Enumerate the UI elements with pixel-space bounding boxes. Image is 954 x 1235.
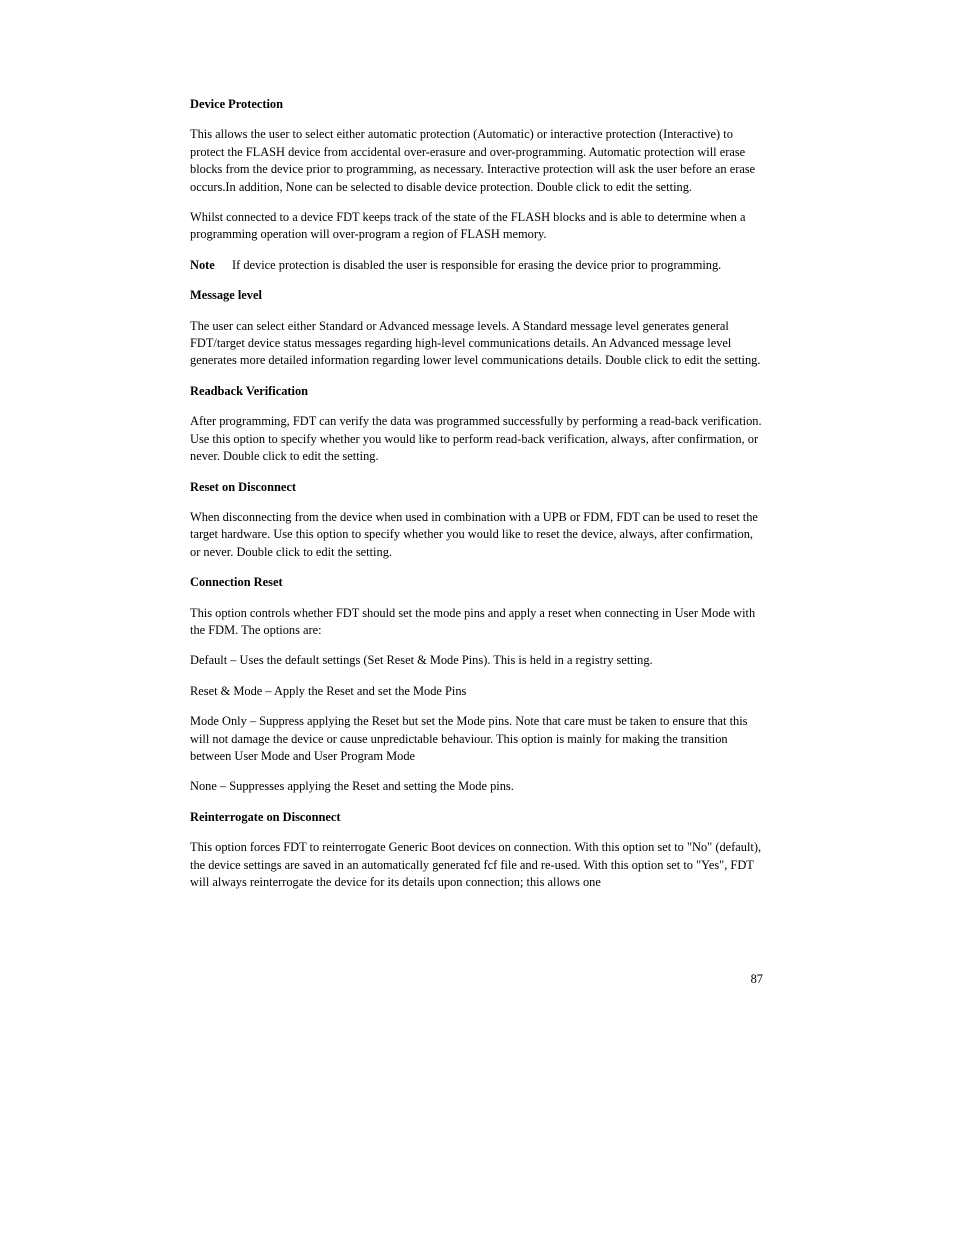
heading-message-level: Message level bbox=[190, 288, 262, 303]
option-reset-and-mode: Reset & Mode – Apply the Reset and set the Mode Pins bbox=[190, 683, 467, 698]
heading-reinterrogate-on-disconnect: Reinterrogate on Disconnect bbox=[190, 809, 341, 824]
paragraph: When disconnecting from the device when used in combination with a UPB or FDM, FDT can be used to reset the target hardware. Use this option to specify whether you would like to reset the device, always, after confirmation, or never. Double click to edit the setting. bbox=[190, 509, 758, 559]
paragraph: This option controls whether FDT should set the mode pins and apply a reset when connecting in User Mode with the FDM. The options are: bbox=[190, 605, 756, 637]
note-text: If device protection is disabled the user is responsible for erasing the device prior to programming. bbox=[232, 257, 722, 272]
heading-connection-reset: Connection Reset bbox=[190, 575, 283, 590]
option-none: None – Suppresses applying the Reset and setting the Mode pins. bbox=[190, 779, 514, 794]
paragraph: Whilst connected to a device FDT keeps track of the state of the FLASH blocks and is able to determine when a programming operation will over-program a region of FLASH memory. bbox=[190, 210, 746, 242]
heading-device-protection: Device Protection bbox=[190, 97, 284, 111]
paragraph: This allows the user to select either automatic protection (Automatic) or interactive protection (Interactive) to protect the FLASH device from accidental over-erasure and over-programming. Automatic protection will erase blocks from the device prior to programming, as necessary. Interactive protection will ask the user before an erase occurs.In addition, None can be selected to disable device protection. Double click to edit the setting. bbox=[190, 127, 756, 194]
paragraph: The user can select either Standard or Advanced message levels. A Standard message level generates general FDT/target device status messages regarding high-level communications details. An Advanced message level generates more detailed information regarding lower level communications details. Double click to edit the setting. bbox=[190, 318, 761, 368]
option-mode-only: Mode Only – Suppress applying the Reset but set the Mode pins. Note that care must be taken to ensure that this will not damage the device or cause unpredictable behaviour. This option is mainly for making the transition between User Mode and User Program Mode bbox=[190, 714, 748, 763]
document-page bbox=[190, 96, 764, 904]
note-block bbox=[190, 257, 764, 274]
heading-readback-verification: Readback Verification bbox=[190, 383, 309, 398]
paragraph: This option forces FDT to reinterrogate Generic Boot devices on connection. With this option set to "No" (default), the device settings are saved in an automatically generated fcf file and re-used. With this option set to "Yes", FDT will always reinterrogate the device for its details upon connection; this allows one bbox=[190, 840, 762, 889]
note-label: Note bbox=[190, 257, 215, 272]
option-default: Default – Uses the default settings (Set Reset & Mode Pins). This is held in a registry setting. bbox=[190, 653, 653, 668]
paragraph: After programming, FDT can verify the data was programmed successfully by performing a read-back verification. Use this option to specify whether you would like to perform read-back verification, always, after confirmation, or never. Double click to edit the setting. bbox=[190, 414, 762, 464]
page-number: 87 bbox=[750, 972, 763, 986]
heading-reset-on-disconnect: Reset on Disconnect bbox=[190, 479, 296, 494]
